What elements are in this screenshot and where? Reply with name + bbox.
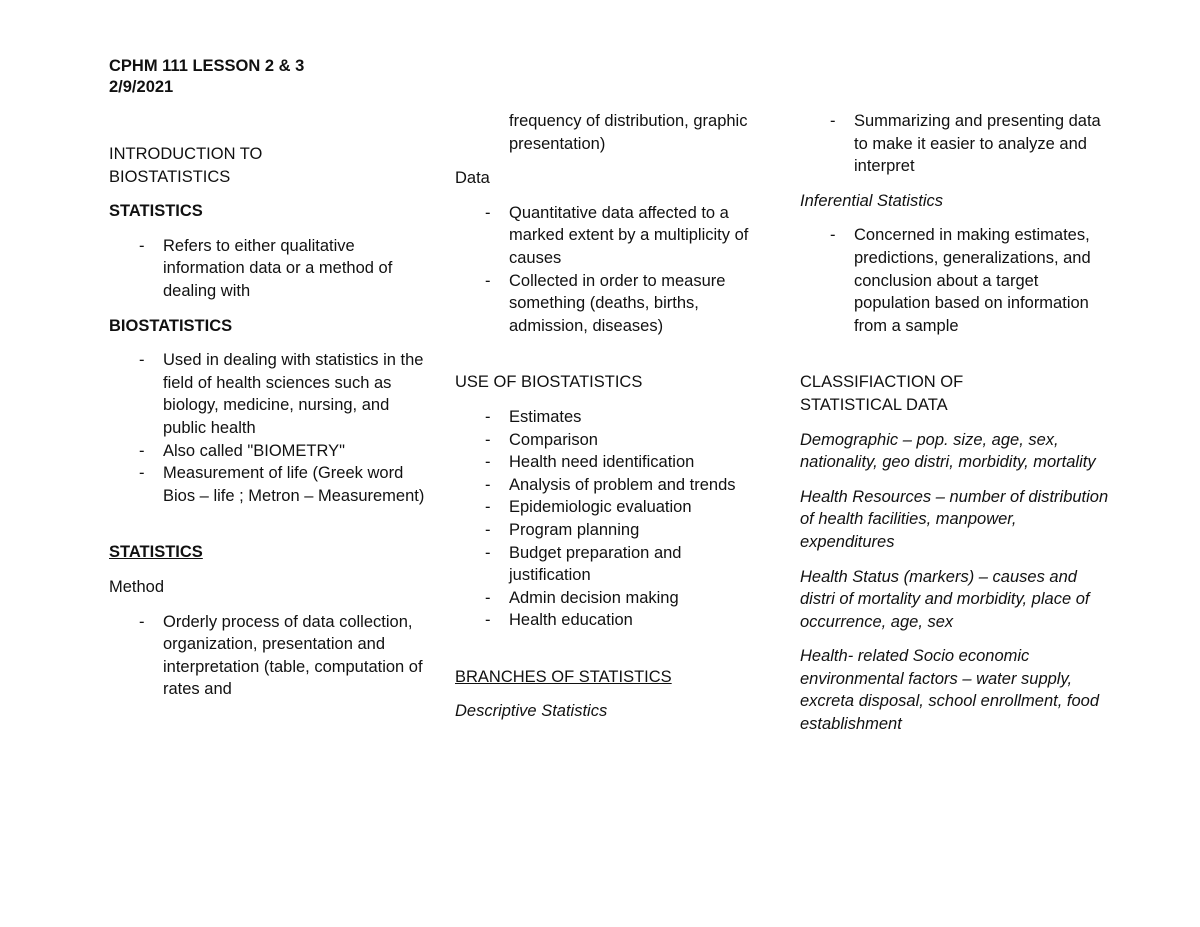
class-health-status: Health Status (markers) – causes and distri of mortality and morbidity, place of occurrence, age, sex	[800, 567, 1090, 631]
spacer	[109, 519, 429, 541]
class-demographic: Demographic – pop. size, age, sex, nationality, geo distri, morbidity, mortality	[800, 430, 1096, 472]
column-right	[800, 110, 1110, 748]
biostatistics-heading: BIOSTATISTICS	[109, 316, 233, 335]
list-item: - Budget preparation and justification	[455, 542, 765, 587]
spacer	[455, 349, 765, 371]
spacer	[455, 644, 765, 666]
descriptive-label: Descriptive Statistics	[455, 702, 608, 721]
statistics-list	[109, 235, 429, 303]
list-item: - Summarizing and presenting data to make it easier to analyze and interpret	[800, 110, 1110, 178]
method-continued-list	[455, 110, 765, 155]
data-label: Data	[455, 169, 490, 188]
use-of-biostatistics-heading: USE OF BIOSTATISTICS	[455, 373, 643, 392]
column-middle	[455, 110, 765, 735]
method-list	[109, 611, 429, 701]
list-item: - Program planning	[455, 519, 765, 542]
list-item: - Quantitative data affected to a marked extent by a multiplicity of causes	[455, 202, 765, 270]
list-item: - Health need identification	[455, 451, 765, 474]
class-health-resources: Health Resources – number of distribution of health facilities, manpower, expenditures	[800, 487, 1109, 551]
list-item: - Collected in order to measure something (deaths, births, admission, diseases)	[455, 270, 765, 338]
use-list	[455, 406, 765, 632]
classification-heading	[800, 371, 1110, 416]
data-list	[455, 202, 765, 338]
intro-line-1: INTRODUCTION TO	[109, 145, 263, 163]
page-header	[109, 56, 304, 98]
list-item-continued: frequency of distribution, graphic presentation)	[509, 112, 748, 153]
classification-line-1: CLASSIFIACTION OF	[800, 373, 964, 392]
list-item: - Analysis of problem and trends	[455, 474, 765, 497]
descriptive-list	[800, 110, 1110, 178]
list-item: - Also called "BIOMETRY"	[109, 440, 429, 463]
list-item: - Used in dealing with statistics in the field of health sciences such as biology, medicine, nursing, and public health	[109, 349, 429, 439]
lesson-date: 2/9/2021	[109, 78, 174, 96]
list-item: - Concerned in making estimates, predictions, generalizations, and conclusion about a target population based on information from a sample	[800, 224, 1110, 337]
classification-line-2: STATISTICAL DATA	[800, 395, 948, 414]
class-socio-economic: Health- related Socio economic environmental factors – water supply, excreta disposal, school enrollment, food establishment	[800, 647, 1099, 734]
inferential-list	[800, 224, 1110, 337]
list-item: - Orderly process of data collection, organization, presentation and interpretation (table, computation of rates and	[109, 611, 429, 701]
list-item: - Measurement of life (Greek word Bios – life ; Metron – Measurement)	[109, 462, 429, 507]
branches-heading: BRANCHES OF STATISTICS	[455, 667, 672, 686]
course-title: CPHM 111 LESSON 2 & 3	[109, 57, 305, 75]
column-left	[109, 143, 429, 713]
list-item: - Comparison	[455, 429, 765, 452]
inferential-label: Inferential Statistics	[800, 191, 944, 210]
statistics-heading: STATISTICS	[109, 202, 203, 221]
spacer	[800, 349, 1110, 371]
biostatistics-list	[109, 349, 429, 507]
method-label: Method	[109, 577, 165, 596]
intro-heading	[109, 143, 429, 188]
list-item: - Health education	[455, 609, 765, 632]
statistics-method-heading: STATISTICS	[109, 543, 203, 562]
list-item: - Estimates	[455, 406, 765, 429]
list-item: - Epidemiologic evaluation	[455, 496, 765, 519]
list-item: - Refers to either qualitative information data or a method of dealing with	[109, 235, 429, 303]
intro-line-2: BIOSTATISTICS	[109, 167, 231, 186]
list-item: - Admin decision making	[455, 587, 765, 610]
